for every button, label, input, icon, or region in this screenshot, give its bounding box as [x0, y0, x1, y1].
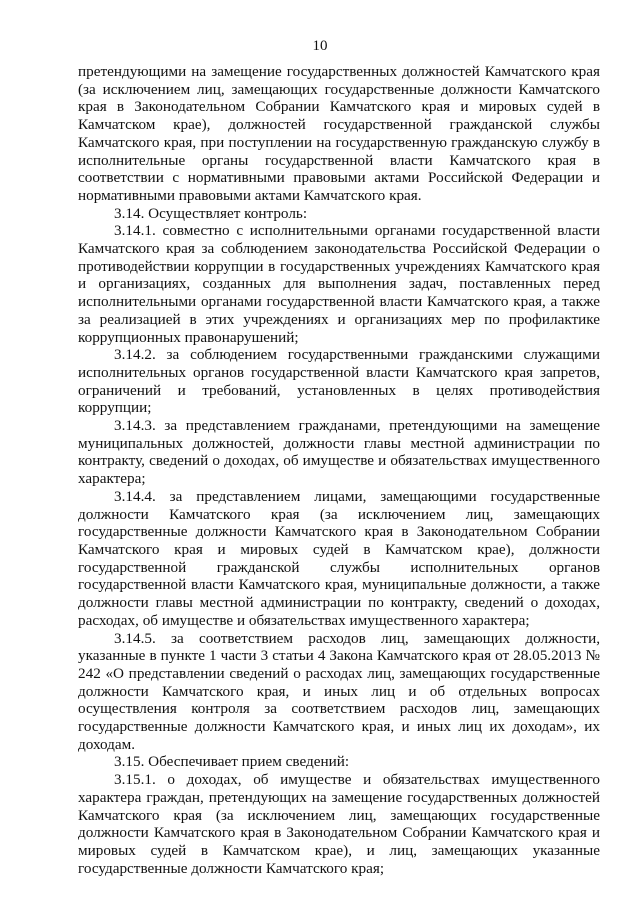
paragraph-continuation: претендующими на замещение государственных должностей Камчатского края (за исключением лиц, замещающих государственные должности Камчатского края в Законодательном Собрании Камчатского края и мировых судей в Камчатском крае), должностей государственной гражданской службы Камчатского края, при поступлении на государственную гражданскую службу в исполнительные органы государственной власти Камчатского края в соответствии с нормативными правовыми актами Российской Федерации и нормативными правовыми актами Камчатского края.	[78, 63, 600, 204]
paragraph-3-14-4: 3.14.4. за представлением лицами, замещающими государственные должности Камчатского края (за исключением лиц, замещающих государственные должности Камчатского края в Законодательном Собрании Камчатского края и мировых судей в Камчатском крае), должности государственной гражданской службы исполнительных органов государственной власти Камчатского края, муниципальные должности, а также должности главы местной администрации по контракту, сведений о доходах, расходах, об имуществе и обязательствах имущественного характера;	[78, 487, 600, 629]
paragraph-3-14-5: 3.14.5. за соответствием расходов лиц, замещающих должности, указанные в пункте 1 части 3 статьи 4 Закона Камчатского края от 28.05.2013 № 242 «О представлении сведений о расходах лиц, замещающих государственные должности Камчатского края, и иных лиц и об отдельных вопросах осуществления контроля за соответствием расходов лиц, замещающих государственные должности Камчатского края, и иных лиц их доходам», их доходам.	[78, 629, 600, 753]
page-number: 10	[312, 38, 328, 54]
paragraph-3-15: 3.15. Обеспечивает прием сведений:	[114, 753, 350, 771]
paragraph-3-14-3: 3.14.3. за представлением гражданами, претендующими на замещение муниципальных должностей, должности главы местной администрации по контракту, сведений о доходах, об имуществе и обязательствах имущественного характера;	[78, 417, 600, 488]
document-body	[78, 63, 600, 877]
paragraph-3-14-1: 3.14.1. совместно с исполнительными органами государственной власти Камчатского края за соблюдением законодательства Российской Федерации о противодействии коррупции в государственных учреждениях Камчатского края и организациях, созданных для выполнения задач, поставленных перед исполнительными органами государственной власти Камчатского края, а также за реализацией в этих учреждениях и организациях мер по профилактике коррупционных правонарушений;	[78, 222, 600, 346]
paragraph-3-14-2: 3.14.2. за соблюдением государственными гражданскими служащими исполнительных органов государственной власти Камчатского края запретов, ограничений и требований, установленных в целях противодействия коррупции;	[78, 346, 600, 417]
paragraph-3-14: 3.14. Осуществляет контроль:	[114, 204, 308, 222]
paragraph-3-15-1: 3.15.1. о доходах, об имуществе и обязательствах имущественного характера граждан, претендующих на замещение государственных должностей Камчатского края (за исключением лиц, замещающих государственные должности Камчатского края в Законодательном Собрании Камчатского края и мировых судей в Камчатском крае), и лиц, замещающих указанные государственные должности Камчатского края;	[78, 771, 600, 877]
